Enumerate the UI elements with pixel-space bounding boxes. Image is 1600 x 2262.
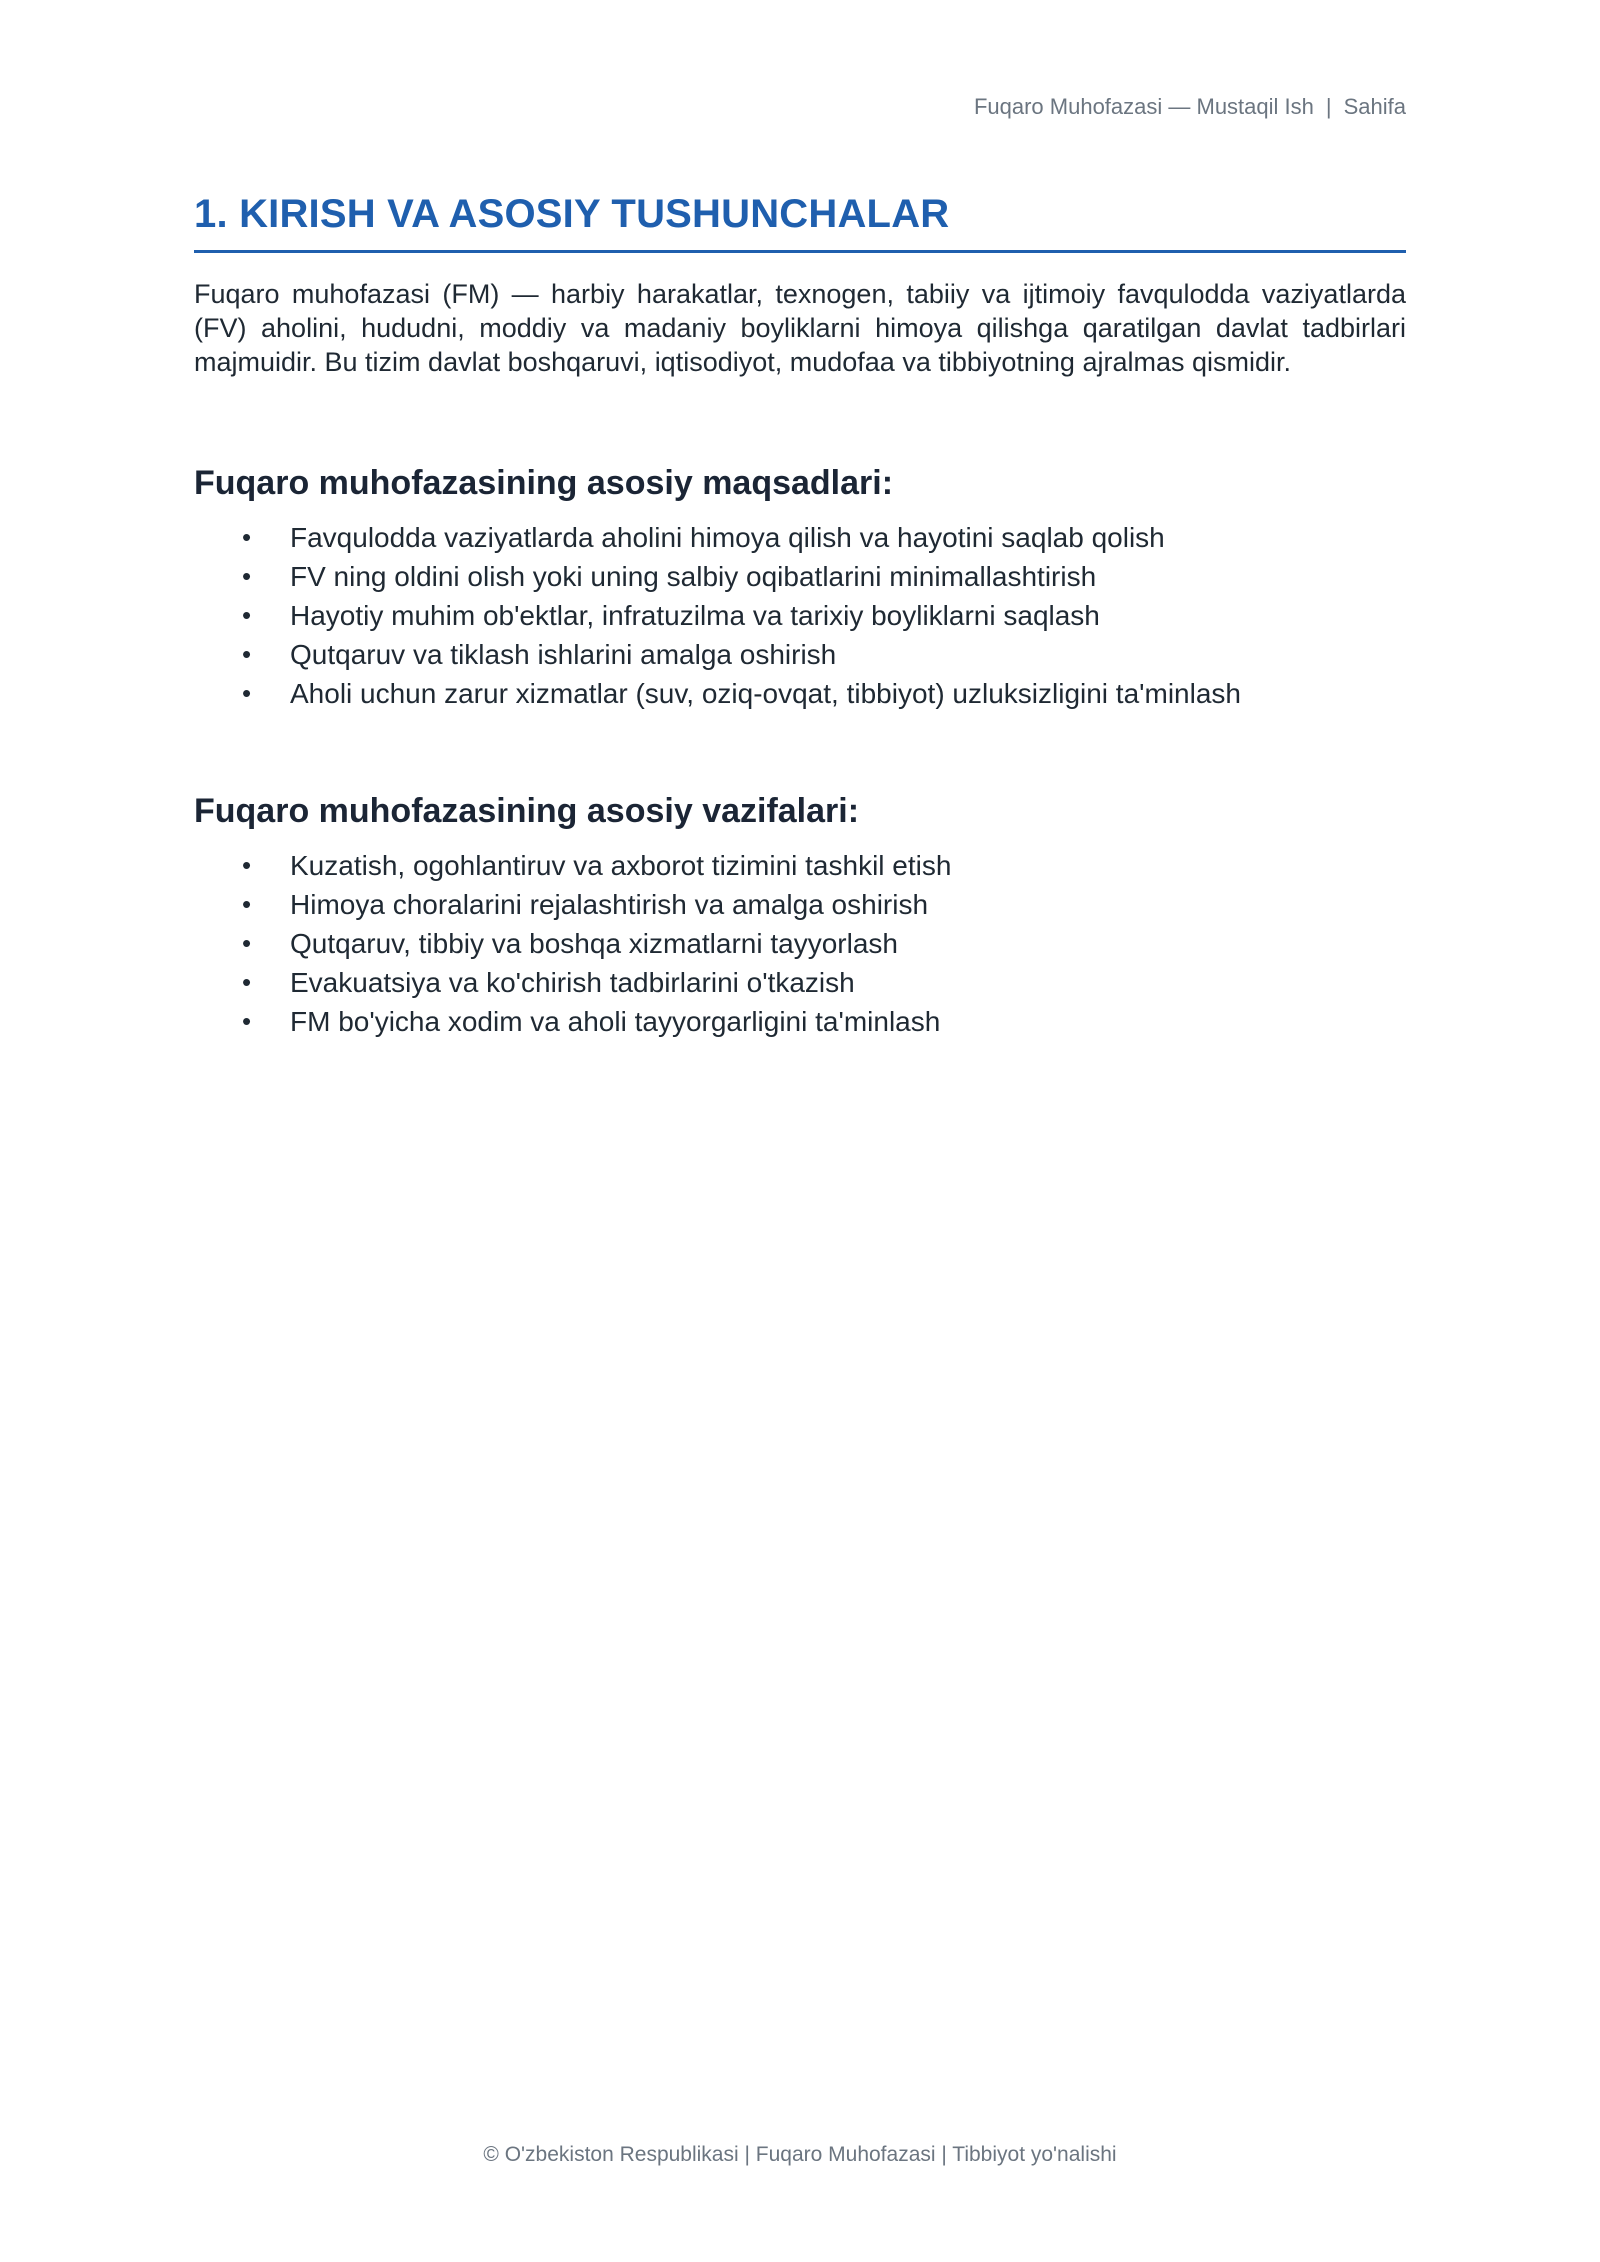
bullet-icon: •: [242, 677, 252, 708]
page-footer: © O'zbekiston Respublikasi | Fuqaro Muhofazasi | Tibbiyot yo'nalishi: [483, 2143, 1117, 2166]
section-title: 1. KIRISH VA ASOSIY TUSHUNCHALAR: [194, 190, 1406, 253]
list-item-text: Kuzatish, ogohlantiruv va axborot tizimini tashkil etish: [290, 849, 952, 881]
list-item: [194, 1002, 1406, 1041]
list-item-text: Himoya choralarini rejalashtirish va amalga oshirish: [290, 888, 929, 920]
bullet-icon: •: [242, 560, 252, 591]
running-header: [974, 94, 1406, 120]
bullet-icon: •: [242, 966, 252, 997]
bullet-icon: •: [242, 521, 252, 552]
tasks-list: [194, 846, 1406, 1041]
list-item: [194, 518, 1406, 557]
bullet-icon: •: [242, 638, 252, 669]
list-item-text: Evakuatsiya va ko'chirish tadbirlarini o'tkazish: [290, 966, 855, 998]
list-item-text: Qutqaruv, tibbiy va boshqa xizmatlarni tayyorlash: [290, 927, 898, 959]
list-item-text: FM bo'yicha xodim va aholi tayyorgarligini ta'minlash: [290, 1005, 941, 1037]
bullet-icon: •: [242, 927, 252, 958]
goals-heading: Fuqaro muhofazasining asosiy maqsadlari:: [194, 464, 894, 502]
list-item: [194, 557, 1406, 596]
intro-paragraph: Fuqaro muhofazasi (FM) — harbiy harakatlar, texnogen, tabiiy va ijtimoiy favqulodda vaziyatlarda (FV) aholini, hududni, moddiy va madaniy boyliklarni himoya qilishga qaratilgan davlat tadbirlari majmuidir. Bu tizim davlat boshqaruvi, iqtisodiyot, mudofaa va tibbiyotning ajralmas qismidir.: [194, 279, 1406, 377]
bullet-icon: •: [242, 599, 252, 630]
list-item: [194, 674, 1406, 713]
list-item-text: Favqulodda vaziyatlarda aholini himoya qilish va hayotini saqlab qolish: [290, 521, 1165, 553]
list-item-text: Aholi uchun zarur xizmatlar (suv, oziq-ovqat, tibbiyot) uzluksizligini ta'minlash: [290, 677, 1241, 709]
list-item: [194, 885, 1406, 924]
list-item-text: FV ning oldini olish yoki uning salbiy oqibatlarini minimallashtirish: [290, 560, 1097, 592]
bullet-icon: •: [242, 888, 252, 919]
header-doc-title: Fuqaro Muhofazasi — Mustaqil Ish: [973, 94, 1314, 119]
list-item: [194, 963, 1406, 1002]
bullet-icon: •: [242, 1005, 252, 1036]
tasks-heading: Fuqaro muhofazasining asosiy vazifalari:: [194, 791, 860, 830]
bullet-icon: •: [242, 849, 252, 880]
header-separator: |: [1325, 94, 1332, 119]
header-page-label: Sahifa: [1343, 94, 1406, 119]
list-item-text: Hayotiy muhim ob'ektlar, infratuzilma va tarixiy boyliklarni saqlash: [290, 599, 1100, 631]
list-item: [194, 924, 1406, 963]
list-item: [194, 846, 1406, 885]
page-content: [194, 190, 1406, 1041]
goals-list: [194, 518, 1406, 713]
list-item: [194, 635, 1406, 674]
list-item-text: Qutqaruv va tiklash ishlarini amalga oshirish: [290, 638, 837, 670]
list-item: [194, 596, 1406, 635]
